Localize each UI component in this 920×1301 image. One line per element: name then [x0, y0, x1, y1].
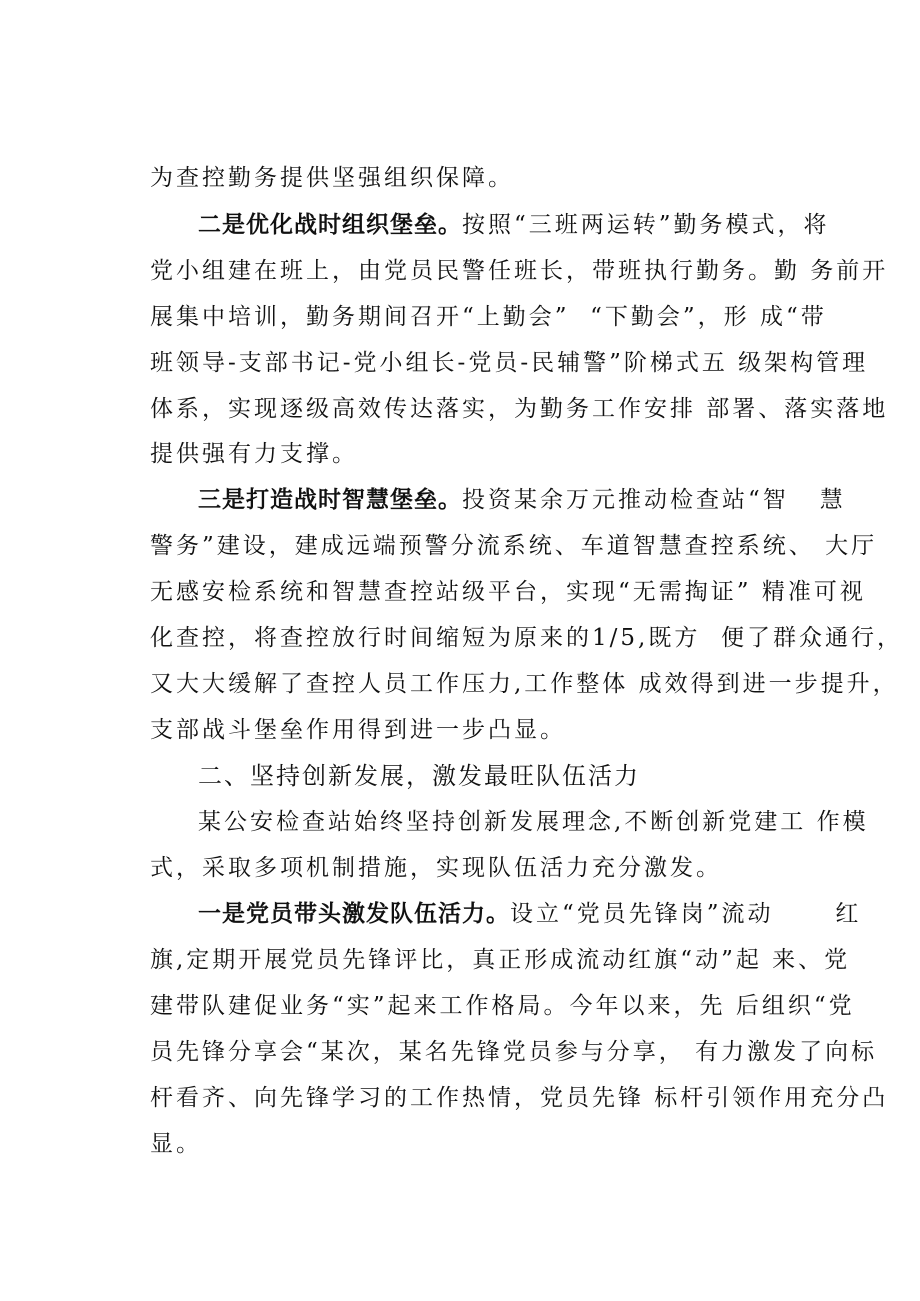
paragraph-line: 提供强有力支撑。	[150, 441, 358, 467]
paragraph-line: 旗,定期开展党员先锋评比，真正形成流动红旗“动”起 来、党	[150, 947, 851, 973]
paragraph-line: 无感安检系统和智慧查控站级平台，实现“无需掏证” 精准可视	[150, 579, 866, 605]
paragraph-line: 为查控勤务提供坚强组织保障。	[150, 165, 514, 191]
paragraph-text: 按照“三班两运转”勤务模式，将	[462, 212, 830, 238]
paragraph-line: 支部战斗堡垒作用得到进一步凸显。	[150, 717, 566, 743]
paragraph-line: 员先锋分享会“某次，某名先锋党员参与分享， 有力激发了向标	[150, 1039, 878, 1065]
paragraph-line: 又大大缓解了查控人员工作压力,工作整体 成效得到进一步提升，	[150, 671, 899, 697]
paragraph-text: 设立“党员先锋岗”流动 红	[510, 901, 862, 927]
paragraph-text: 投资某余万元推动检查站“智 慧	[462, 487, 846, 513]
paragraph-lead: 一是党员带头激发队伍活力。	[198, 901, 510, 927]
paragraph-line	[198, 483, 846, 517]
paragraph-line: 建带队建促业务“实”起来工作格局。今年以来，先 后组织“党	[150, 993, 855, 1019]
section-heading: 二、坚持创新发展，激发最旺队伍活力	[198, 762, 640, 790]
paragraph-line: 显。	[150, 1131, 202, 1157]
paragraph-line: 式，采取多项机制措施，实现队伍活力充分激发。	[150, 855, 722, 881]
paragraph-line: 党小组建在班上，由党员民警任班长，带班执行勤务。勤 务前开	[150, 258, 889, 284]
paragraph-line: 展集中培训，勤务期间召开“上勤会” “下勤会”，形 成“带	[150, 304, 827, 330]
paragraph-line: 班领导-支部书记-党小组长-党员-民辅警”阶梯式五 级架构管理	[150, 350, 869, 376]
paragraph-line	[198, 208, 830, 242]
paragraph-lead: 三是打造战时智慧堡垒。	[198, 487, 462, 513]
paragraph-line	[198, 897, 862, 931]
paragraph-line: 某公安检查站始终坚持创新发展理念,不断创新党建工 作模	[198, 809, 869, 835]
paragraph-line: 化查控，将查控放行时间缩短为原来的1/5,既方 便了群众通行，	[150, 625, 903, 651]
paragraph-line: 体系，实现逐级高效传达落实，为勤务工作安排 部署、落实落地	[150, 396, 889, 422]
paragraph-lead: 二是优化战时组织堡垒。	[198, 212, 462, 238]
paragraph-line: 警务”建设，建成远端预警分流系统、车道智慧查控系统、 大厅	[150, 533, 878, 559]
paragraph-line: 杆看齐、向先锋学习的工作热情，党员先锋 标杆引领作用充分凸	[150, 1085, 889, 1111]
